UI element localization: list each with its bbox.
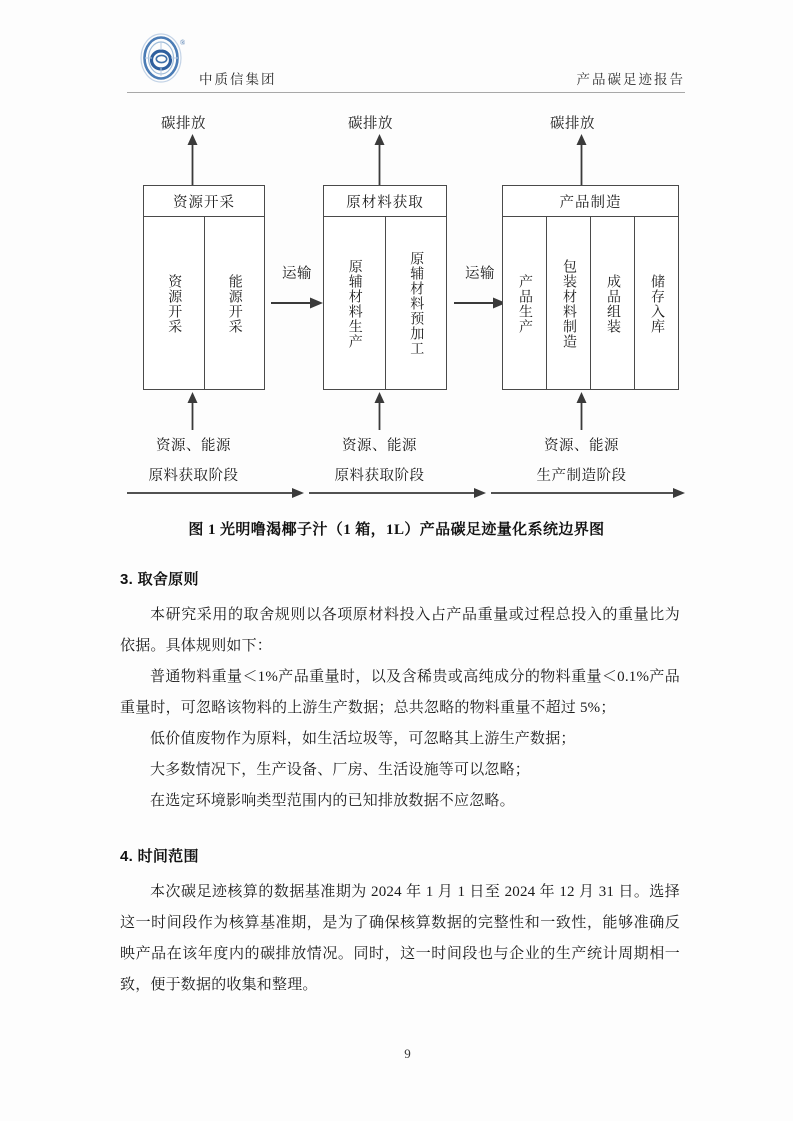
- stage-3-column-2: 包装材料制造: [547, 217, 591, 390]
- section-3-paragraph-1: 本研究采用的取舍规则以各项原材料投入占产品重量或过程总投入的重量比为依据。具体规则如下：: [120, 607, 680, 654]
- page-header: [127, 28, 685, 92]
- figure-caption: 图 1 光明噜渴椰子汁（1 箱，1L）产品碳足迹量化系统边界图: [188, 522, 605, 538]
- stage-title-1: 资源开采: [144, 186, 264, 217]
- stage-box-1: [143, 185, 265, 390]
- emission-label-2: 碳排放: [348, 116, 393, 132]
- stage-caption-2: 资源、能源 原料获取阶段: [334, 438, 425, 484]
- section-4-paragraph-1: 本次碳足迹核算的数据基准期为 2024 年 1 月 1 日至 2024 年 12 月 31 日。选择这一时间段作为核算基准期，是为了确保核算数据的完整性和一致性，能够准确反映产品在该年度内的碳排放情况。同时，这一时间段也与企业的生产统计周期相一致，便于数据的收集和整理。: [120, 884, 680, 993]
- stage-3-column-3: 成品组装: [591, 217, 635, 390]
- emission-arrow-3: [576, 134, 587, 186]
- header-divider: [127, 92, 685, 93]
- stage-1-column-1: 资源开采: [144, 217, 205, 390]
- input-arrow-1: [187, 392, 198, 430]
- transport-arrow-1: [271, 297, 323, 309]
- section-heading-4: 4. 时间范围: [120, 848, 199, 865]
- stage-title-2: 原材料获取: [324, 186, 446, 217]
- stage-2-column-2: 原辅材料预加工: [408, 251, 424, 356]
- svg-text:®: ®: [180, 39, 186, 47]
- section-3-paragraph-5: 在选定环境影响类型范围内的已知排放数据不应忽略。: [150, 793, 515, 809]
- input-arrow-3: [576, 392, 587, 430]
- stage-box-3: [502, 185, 679, 390]
- stage-title-3: 产品制造: [503, 186, 678, 217]
- input-arrow-2: [374, 392, 385, 430]
- header-doc-title: 产品碳足迹报告: [576, 72, 685, 87]
- section-3-paragraph-3: 低价值废物作为原料，如生活垃圾等，可忽略其上游生产数据；: [150, 731, 576, 747]
- section-heading-3: 3. 取舍原则: [120, 571, 199, 588]
- emission-label-3: 碳排放: [550, 116, 595, 132]
- phase-axis-arrow-2: [309, 487, 486, 499]
- page-number: 9: [404, 1046, 411, 1061]
- transport-group-2: 运输: [452, 262, 508, 314]
- emission-arrow-1: [187, 134, 198, 186]
- emission-label-1: 碳排放: [161, 116, 206, 132]
- stage-3-column-4: 储存入库: [649, 273, 665, 334]
- stage-2-column-1: 原辅材料生产: [324, 217, 386, 390]
- phase-axis-arrow-3: [491, 487, 685, 499]
- stage-box-2: [323, 185, 447, 390]
- company-logo-icon: [135, 30, 191, 86]
- transport-group-1: 运输: [269, 262, 325, 314]
- stage-caption-3: 资源、能源 生产制造阶段: [536, 438, 627, 484]
- phase-axis-arrow-1: [127, 487, 304, 499]
- stage-caption-1: 资源、能源 原料获取阶段: [148, 438, 239, 484]
- section-3-paragraph-2: 普通物料重量＜1%产品重量时，以及含稀贵或高纯成分的物料重量＜0.1%产品重量时，可忽略该物料的上游生产数据；总共忽略的物料重量不超过 5%；: [120, 669, 680, 716]
- stage-1-column-2: 能源开采: [226, 273, 242, 334]
- section-3-paragraph-4: 大多数情况下，生产设备、厂房、生活设施等可以忽略；: [150, 762, 531, 778]
- transport-arrow-2: [454, 297, 506, 309]
- system-boundary-diagram: [127, 112, 685, 502]
- stage-3-column-1: 产品生产: [503, 217, 547, 390]
- company-name: 中质信集团: [199, 72, 277, 87]
- emission-arrow-2: [374, 134, 385, 186]
